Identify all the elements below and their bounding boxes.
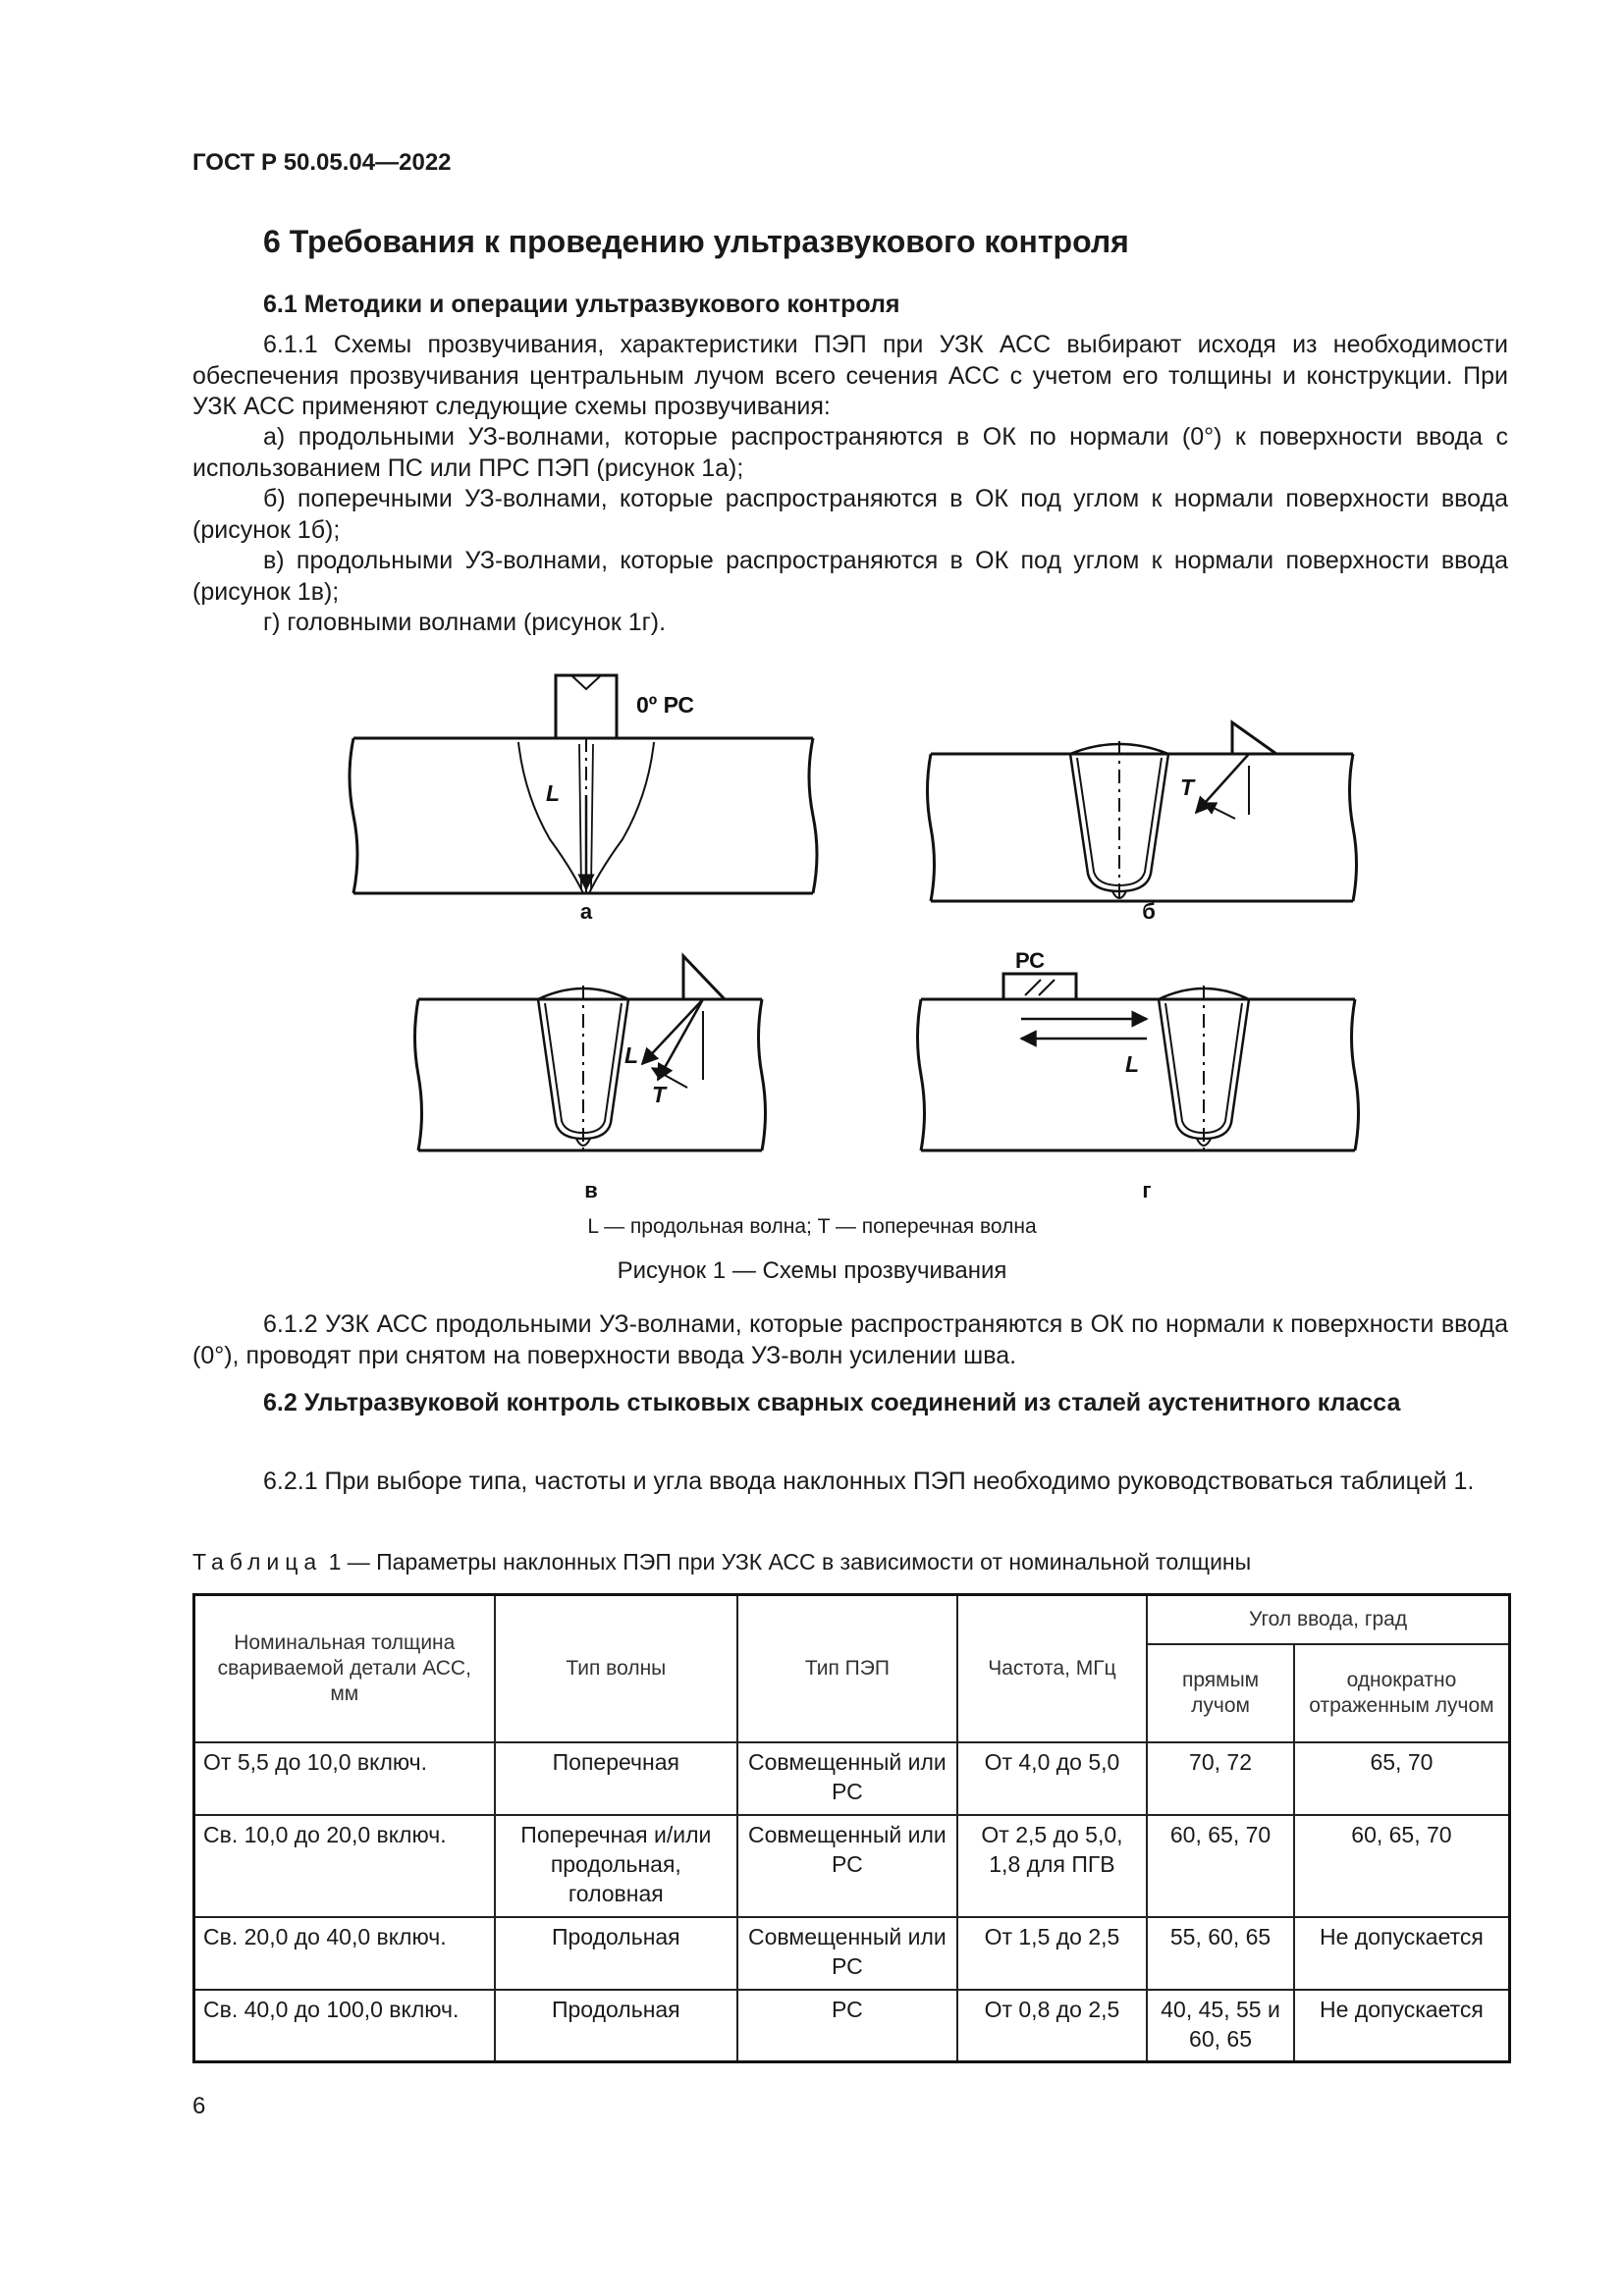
cell-reflected: Не допускается [1294, 1917, 1510, 1990]
scheme-v [415, 956, 766, 1150]
cell-wave: Поперечная [495, 1742, 737, 1815]
cell-wave: Продольная [495, 1917, 737, 1990]
cell-probe: Совмещенный или РС [737, 1815, 957, 1917]
wave-label-t-v: T [652, 1082, 667, 1107]
cell-direct: 40, 45, 55 и 60, 65 [1147, 1990, 1294, 2062]
cell-wave: Продольная [495, 1990, 737, 2062]
paragraph-6-1-2: 6.1.2 УЗК АСС продольными УЗ-волнами, которые распространяются в ОК по нормали к поверхности ввода (0°), проводят при снятом на поверхности ввода УЗ-волн усилении шва. [192, 1310, 1508, 1369]
paragraph-6-1-1: 6.1.1 Схемы прозвучивания, характеристики ПЭП при УЗК АСС выбирают исходя из необходимости обеспечения прозвучивания центральным лучом всего сечения АСС с учетом его толщины и конструкции. При УЗК АСС применяют следующие схемы прозвучивания: [192, 331, 1508, 420]
probe-label-ps-g: РС [1015, 948, 1046, 973]
paragraph-6-2-1: 6.2.1 При выборе типа, частоты и угла ввода наклонных ПЭП необходимо руководствоваться таблицей 1. [263, 1468, 1475, 1495]
cell-frequency: От 2,5 до 5,0, 1,8 для ПГВ [957, 1815, 1147, 1917]
cell-probe: РС [737, 1990, 957, 2062]
table-row [194, 1990, 1510, 2062]
cell-frequency: От 1,5 до 2,5 [957, 1917, 1147, 1990]
cell-frequency: От 4,0 до 5,0 [957, 1742, 1147, 1815]
header-frequency: Частота, МГц [957, 1595, 1147, 1742]
subfigure-label-a: а [579, 899, 593, 924]
figure-title: Рисунок 1 — Схемы прозвучивания [617, 1257, 1007, 1284]
cell-direct: 55, 60, 65 [1147, 1917, 1294, 1990]
cell-wave: Поперечная и/или продольная, головная [495, 1815, 737, 1917]
subfigure-label-b: б [1142, 899, 1156, 924]
cell-thickness: Св. 10,0 до 20,0 включ. [194, 1815, 495, 1917]
cell-frequency: От 0,8 до 2,5 [957, 1990, 1147, 2062]
cell-direct: 60, 65, 70 [1147, 1815, 1294, 1917]
wave-label-l-v: L [624, 1042, 639, 1068]
cell-reflected: 65, 70 [1294, 1742, 1510, 1815]
wave-label-l-g: L [1125, 1051, 1140, 1077]
cell-thickness: От 5,5 до 10,0 включ. [194, 1742, 495, 1815]
scheme-a [350, 675, 817, 893]
scheme-b [928, 722, 1357, 901]
table-row [194, 1742, 1510, 1815]
header-angle: Угол ввода, град [1147, 1595, 1509, 1644]
page-number: 6 [192, 2093, 206, 2119]
section-title: 6 Требования к проведению ультразвукового контроля [263, 224, 1129, 259]
cell-direct: 70, 72 [1147, 1742, 1294, 1815]
table-caption-text: 1 — Параметры наклонных ПЭП при УЗК АСС в зависимости от номинальной толщины [328, 1549, 1252, 1575]
header-thickness: Номинальная толщина свариваемой детали АСС, мм [194, 1595, 495, 1742]
table-row [194, 1917, 1510, 1990]
table-caption [192, 1549, 1251, 1575]
document-id: ГОСТ Р 50.05.04—2022 [192, 149, 452, 176]
subfigure-label-v: в [584, 1178, 598, 1202]
list-item-g: г) головными волнами (рисунок 1г). [263, 609, 667, 636]
table-row [194, 1815, 1510, 1917]
probe-label-0-ps: 0º РС [636, 692, 694, 718]
cell-probe: Совмещенный или РС [737, 1917, 957, 1990]
header-reflected-beam: однократно отраженным лучом [1294, 1644, 1510, 1742]
list-item-a: а) продольными УЗ-волнами, которые распространяются в ОК по нормали (0°) к поверхности ввода с использованием ПС или ПРС ПЭП (рисунок 1а); [192, 423, 1508, 482]
list-item-b: б) поперечными УЗ-волнами, которые распространяются в ОК под углом к нормали поверхности ввода (рисунок 1б); [192, 485, 1508, 544]
list-item-v: в) продольными УЗ-волнами, которые распространяются в ОК под углом к нормали поверхности ввода (рисунок 1в); [192, 547, 1508, 606]
cell-thickness: Св. 20,0 до 40,0 включ. [194, 1917, 495, 1990]
parameters-table [192, 1593, 1511, 2063]
table-caption-word: Таблица [192, 1549, 323, 1575]
cell-reflected: Не допускается [1294, 1990, 1510, 2062]
subfigure-label-g: г [1142, 1178, 1152, 1202]
header-wave-type: Тип волны [495, 1595, 737, 1742]
cell-probe: Совмещенный или РС [737, 1742, 957, 1815]
header-direct-beam: прямым лучом [1147, 1644, 1294, 1742]
wave-label-t-b: T [1180, 774, 1195, 800]
figure-legend: L — продольная волна; T — поперечная волна [587, 1215, 1037, 1238]
cell-reflected: 60, 65, 70 [1294, 1815, 1510, 1917]
cell-thickness: Св. 40,0 до 100,0 включ. [194, 1990, 495, 2062]
header-probe-type: Тип ПЭП [737, 1595, 957, 1742]
figure-1-diagram [0, 648, 1624, 1209]
subsection-title-6-2: 6.2 Ультразвуковой контроль стыковых сварных соединений из сталей аустенитного класса [263, 1389, 1401, 1416]
wave-label-l-a: L [546, 780, 561, 806]
subsection-title-6-1: 6.1 Методики и операции ультразвукового контроля [263, 291, 900, 318]
